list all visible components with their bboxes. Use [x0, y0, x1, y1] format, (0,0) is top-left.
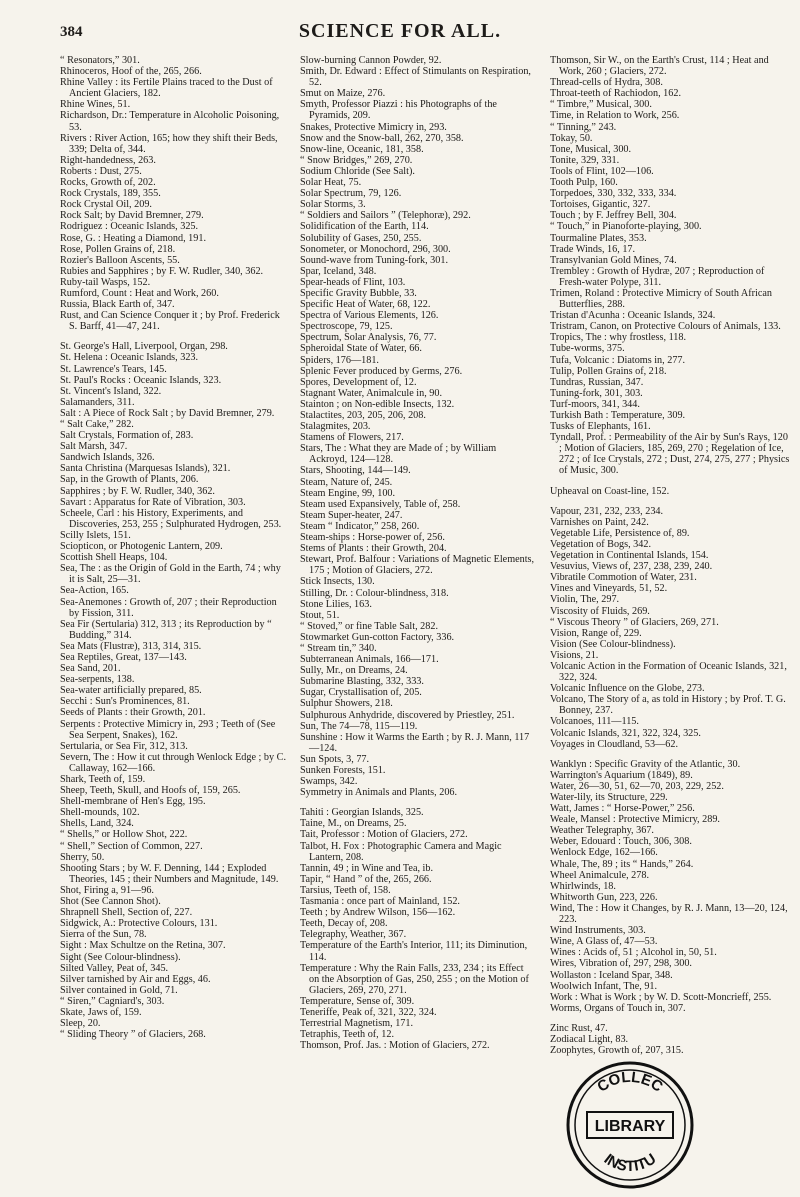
index-entry: Rock Crystals, 189, 355.	[60, 188, 161, 200]
index-entry: Stainton ; on Non-edible Insects, 132.	[300, 398, 455, 410]
index-entry: Tannin, 49 ; in Wine and Tea, ib.	[300, 862, 434, 874]
index-entry: Slow-burning Cannon Powder, 92.	[300, 55, 442, 66]
index-entry: Vesuvius, Views of, 237, 238, 239, 240.	[550, 561, 713, 573]
index-entry: Time, in Relation to Work, 256.	[550, 110, 680, 122]
index-entry: Stick Insects, 130.	[300, 576, 375, 588]
index-entry: “ Timbre,” Musical, 300.	[550, 99, 652, 111]
index-entry: Wheel Animalcule, 278.	[550, 869, 650, 881]
index-entry: Stewart, Prof. Balfour : Variations of Magnetic Elements, 175 ; Motion of Glaciers, 272.	[300, 554, 535, 577]
index-entry: Sciopticon, or Photogenic Lantern, 209.	[60, 541, 223, 553]
index-entry: Severn, The : How it cut through Wenlock Edge ; by C. Callaway, 162—166.	[60, 751, 287, 774]
index-entry: Vision, Range of, 229.	[550, 627, 642, 639]
index-entry: Trimen, Roland : Protective Mimicry of South African Butterflies, 288.	[550, 287, 773, 311]
index-column-1	[60, 55, 287, 1040]
svg-text:INSTITU	[601, 1150, 660, 1175]
index-entry: Shot (See Cannon Shot).	[60, 896, 161, 908]
index-entry: Silted Valley, Peat of, 345.	[60, 962, 169, 974]
index-entry: Water, 26—30, 51, 62—70, 203, 229, 252.	[550, 780, 724, 792]
index-entry: Solubility of Gases, 250, 255.	[300, 232, 422, 244]
index-entry: Weber, Edouard : Touch, 306, 308.	[550, 836, 692, 848]
index-entry: Smith, Dr. Edward : Effect of Stimulants on Respiration, 52.	[300, 66, 531, 89]
index-entry: “ Resonators,” 301.	[60, 55, 140, 66]
index-entry: Spiders, 176—181.	[300, 354, 379, 366]
stamp-bottom-text: INSTITU	[600, 1150, 660, 1176]
index-entry: Sea, The : as the Origin of Gold in the Earth, 74 ; why it is Salt, 25—31.	[60, 563, 281, 586]
index-entry: Sound-wave from Tuning-fork, 301.	[300, 254, 448, 266]
index-entry: Stilling, Dr. : Colour-blindness, 318.	[300, 587, 449, 599]
stamp-center-text: LIBRARY	[594, 1118, 666, 1135]
index-entry: “ Stream tin,” 340.	[300, 642, 377, 654]
index-entry: Zinc Rust, 47.	[550, 1022, 608, 1034]
index-entry: Steam used Expansively, Table of, 258.	[300, 498, 461, 510]
index-entry: Rust, and Can Science Conquer it ; by Prof. Frederick S. Barff, 41—47, 241.	[60, 310, 280, 333]
index-entry: Rodriguez : Oceanic Islands, 325.	[60, 221, 199, 233]
index-entry: Snow-line, Oceanic, 181, 358.	[300, 143, 424, 155]
index-entry: Rock Crystal Oil, 209.	[60, 199, 152, 211]
index-entry: Whirlwinds, 18.	[550, 880, 616, 892]
index-entry: Steam “ Indicator,” 258, 260.	[300, 520, 420, 532]
index-entry: Vision (See Colour-blindness).	[550, 638, 676, 650]
index-entry: Work : What is Work ; by W. D. Scott-Moncrieff, 255.	[550, 991, 772, 1003]
index-entry: Splenic Fever produced by Germs, 276.	[300, 365, 463, 377]
index-entry: Trembley : Growth of Hydræ, 207 ; Reproduction of Fresh-water Polype, 311.	[550, 265, 765, 288]
index-entry: Rumford, Count : Heat and Work, 260.	[60, 287, 219, 299]
index-entry: Thomson, Prof. Jas. : Motion of Glaciers, 272.	[300, 1040, 490, 1052]
index-entry: Right-handedness, 263.	[60, 154, 156, 166]
index-entry: Steam Super-heater, 247.	[300, 509, 403, 521]
index-entry: Scilly Islets, 151.	[60, 529, 131, 541]
index-entry: Richardson, Dr.: Temperature in Alcoholic Poisoning, 53.	[60, 110, 280, 133]
index-entry: Salt Marsh, 347.	[60, 441, 128, 453]
index-entry: Symmetry in Animals and Plants, 206.	[300, 787, 458, 799]
index-entry: Wenlock Edge, 162—166.	[550, 847, 658, 859]
index-entry: Tait, Professor : Motion of Glaciers, 272.	[300, 829, 468, 841]
index-entry: Telegraphy, Weather, 367.	[300, 929, 407, 941]
index-entry: Specific Heat of Water, 68, 122.	[300, 299, 431, 311]
index-entry: Sea Fir (Sertularia) 312, 313 ; its Reproduction by “ Budding,” 314.	[60, 618, 272, 641]
index-entry: Vibratile Commotion of Water, 231.	[550, 572, 697, 584]
index-entry: Tufa, Volcanic : Diatoms in, 277.	[550, 354, 686, 366]
index-entry: Tundras, Russian, 347.	[550, 376, 644, 388]
index-entry: Shell-membrane of Hen's Egg, 195.	[60, 796, 206, 808]
index-entry: “ Snow Bridges,” 269, 270.	[300, 154, 413, 166]
index-entry: Rock Salt; by David Bremner, 279.	[60, 210, 204, 222]
index-entry: Vapour, 231, 232, 233, 234.	[550, 505, 664, 517]
index-entry: Stone Lilies, 163.	[300, 598, 372, 610]
index-entry: Snow and the Snow-ball, 262, 270, 358.	[300, 132, 464, 144]
index-entry: Rubies and Sapphires ; by F. W. Rudler, 340, 362.	[60, 265, 264, 277]
index-entry: Touch ; by F. Jeffrey Bell, 304.	[550, 210, 677, 222]
index-entry: Tristram, Canon, on Protective Colours of Animals, 133.	[550, 321, 781, 333]
index-entry: Varnishes on Paint, 242.	[550, 516, 649, 528]
index-entry: Woolwich Infant, The, 91.	[550, 980, 658, 992]
index-entry: Sea Mats (Flustræ), 313, 314, 315.	[60, 640, 202, 652]
index-entry: Salt Crystals, Formation of, 283.	[60, 430, 194, 442]
index-entry: Rhine Wines, 51.	[60, 99, 131, 111]
index-entry: St. Lawrence's Tears, 145.	[60, 363, 167, 375]
index-entry: “ Viscous Theory ” of Glaciers, 269, 271.	[550, 616, 719, 628]
index-entry: Talbot, H. Fox : Photographic Camera and Magic Lantern, 208.	[300, 840, 502, 863]
index-entry: Upheaval on Coast-line, 152.	[550, 485, 670, 497]
index-entry: Ruby-tail Wasps, 152.	[60, 276, 151, 288]
index-entry: Zoophytes, Growth of, 207, 315.	[550, 1045, 684, 1057]
index-entry: Solidification of the Earth, 114.	[300, 221, 429, 233]
index-entry: Torpedoes, 330, 332, 333, 334.	[550, 188, 677, 200]
index-entry: Tooth Pulp, 160.	[550, 177, 618, 189]
index-entry: Rivers : River Action, 165; how they shift their Beds, 339; Delta of, 344.	[60, 132, 278, 155]
index-entry: Tokay, 50.	[550, 132, 593, 144]
index-entry: Secchi : Sun's Prominences, 81.	[60, 696, 190, 708]
index-entry: Stamens of Flowers, 217.	[300, 432, 404, 444]
index-entry: Snakes, Protective Mimicry in, 293.	[300, 121, 447, 133]
index-entry: Spar, Iceland, 348.	[300, 265, 377, 277]
index-entry: Roberts : Dust, 275.	[60, 165, 142, 177]
index-entry: Wind, The : How it Changes, by R. J. Mann, 13—20, 124, 223.	[550, 902, 788, 926]
index-entry: Stout, 51.	[300, 609, 340, 621]
index-entry: Stagnant Water, Animalcule in, 90.	[300, 387, 443, 399]
library-stamp	[565, 1060, 695, 1190]
index-entry: Teeth ; by Andrew Wilson, 156—162.	[300, 907, 456, 919]
index-entry: Voyages in Cloudland, 53—62.	[550, 738, 678, 750]
index-entry: Sea-water artificially prepared, 85.	[60, 685, 202, 697]
index-entry: Vines and Vineyards, 51, 52.	[550, 583, 668, 595]
index-entry: Wine, A Glass of, 47—53.	[550, 936, 658, 948]
index-entry: Whale, The, 89 ; its “ Hands,” 264.	[550, 858, 694, 870]
index-entry: “ Salt Cake,” 282.	[60, 419, 134, 430]
index-entry: Temperature, Sense of, 309.	[300, 995, 415, 1007]
index-entry: Weather Telegraphy, 367.	[550, 825, 654, 837]
index-entry: Thread-cells of Hydra, 308.	[550, 77, 663, 89]
index-entry: Tube-worms, 375.	[550, 343, 625, 355]
index-column-2	[300, 55, 535, 1051]
index-entry: Tropics, The : why frostless, 118.	[550, 332, 687, 344]
index-entry: Worms, Organs of Touch in, 307.	[550, 1002, 686, 1014]
index-entry: Rocks, Growth of, 202.	[60, 177, 156, 189]
index-entry: Tahiti : Georgian Islands, 325.	[300, 807, 424, 819]
index-entry: “ Siren,” Cagniard's, 303.	[60, 995, 165, 1007]
index-entry: Sun Spots, 3, 77.	[300, 753, 370, 765]
index-entry: Wollaston : Iceland Spar, 348.	[550, 969, 673, 981]
index-entry: Temperature of the Earth's Interior, 111; its Diminution, 114.	[300, 940, 528, 963]
index-entry: Silver tarnished by Air and Eggs, 46.	[60, 973, 211, 985]
index-entry: Tetraphis, Teeth of, 12.	[300, 1029, 395, 1041]
index-entry: Tourmaline Plates, 353.	[550, 232, 647, 244]
index-entry: Russia, Black Earth of, 347.	[60, 299, 175, 311]
index-entry: Tone, Musical, 300.	[550, 143, 632, 155]
index-entry: Stems of Plants : their Growth, 204.	[300, 543, 447, 555]
index-entry: Terrestrial Magnetism, 171.	[300, 1018, 414, 1030]
index-entry: Shark, Teeth of, 159.	[60, 774, 146, 785]
index-entry: Sea-Action, 165.	[60, 585, 129, 597]
index-entry: Shells, Land, 324.	[60, 818, 134, 830]
index-entry: St. Paul's Rocks : Oceanic Islands, 323.	[60, 374, 222, 386]
index-entry: Stars, The : What they are Made of ; by William Ackroyd, 124—128.	[300, 443, 497, 466]
svg-text:COLLEC	[594, 1069, 666, 1096]
index-entry: Zodiacal Light, 83.	[550, 1033, 629, 1045]
index-entry: Tyndall, Prof. : Permeability of the Air by Sun's Rays, 120 ; Motion of Glaciers, 185, 269, 270 ; Regelation of Ice, 272 ; of Ice Crystals, 272 ; Dust, 274, 275, 277 ; Physics of Music, 300.	[550, 432, 790, 477]
index-entry: Solar Storms, 3.	[300, 199, 366, 211]
index-entry: Steam-ships : Horse-power of, 256.	[300, 532, 445, 544]
index-entry: Swamps, 342.	[300, 776, 358, 788]
index-entry: Wines : Acids of, 51 ; Alcohol in, 50, 51.	[550, 947, 717, 959]
index-entry: Temperature : Why the Rain Falls, 233, 234 ; its Effect on the Absorption of Gas, 250, 255 ; on the Motion of Glaciers, 269, 270, 271.	[300, 962, 529, 996]
index-entry: Seeds of Plants : their Growth, 201.	[60, 707, 206, 719]
index-entry: Sap, in the Growth of Plants, 206.	[60, 474, 199, 486]
index-entry: Solar Heat, 75.	[300, 177, 362, 189]
index-entry: Tools of Flint, 102—106.	[550, 165, 654, 177]
index-entry: Sea Sand, 201.	[60, 663, 121, 675]
index-entry: Sherry, 50.	[60, 851, 105, 863]
index-entry: Volcanic Action in the Formation of Oceanic Islands, 321, 322, 324.	[550, 660, 787, 684]
index-entry: Silver contained in Gold, 71.	[60, 984, 178, 996]
index-entry: Water-lily, its Structure, 229.	[550, 792, 668, 803]
index-entry: Volcano, The Story of a, as told in History ; by Prof. T. G. Bonney, 237.	[550, 694, 786, 717]
index-entry: Sea-Anemones : Growth of, 207 ; their Reproduction by Fission, 311.	[60, 596, 277, 619]
index-entry: Volcanic Influence on the Globe, 273.	[550, 683, 705, 695]
index-entry: Tulip, Pollen Grains of, 218.	[550, 365, 667, 377]
index-entry: Thomson, Sir W., on the Earth's Crust, 114 ; Heat and Work, 260 ; Glaciers, 272.	[550, 55, 769, 78]
index-entry: Sunken Forests, 151.	[300, 765, 386, 776]
index-entry: “ Touch,” in Pianoforte-playing, 300.	[550, 221, 702, 233]
index-entry: “ Stoved,” or fine Table Salt, 282.	[300, 620, 439, 632]
index-entry: Volcanoes, 111—115.	[550, 716, 639, 728]
index-entry: Sully, Mr., on Dreams, 24.	[300, 665, 408, 677]
index-entry: Wires, Vibration of, 297, 298, 300.	[550, 958, 692, 970]
index-entry: Salamanders, 311.	[60, 396, 135, 408]
index-entry: Rozier's Balloon Ascents, 55.	[60, 254, 180, 266]
index-entry: Wind Instruments, 303.	[550, 925, 646, 937]
index-entry: Taine, M., on Dreams, 25.	[300, 818, 407, 830]
index-entry: Stalagmites, 203.	[300, 421, 371, 433]
index-entry: Shot, Firing a, 91—96.	[60, 884, 154, 896]
index-entry: Teneriffe, Peak of, 321, 322, 324.	[300, 1006, 437, 1018]
index-entry: Tarsius, Teeth of, 158.	[300, 884, 391, 896]
index-entry: Tasmania : once part of Mainland, 152.	[300, 896, 460, 908]
index-entry: “ Sliding Theory ” of Glaciers, 268.	[60, 1029, 206, 1041]
index-entry: Sidgwick, A.: Protective Colours, 131.	[60, 918, 218, 930]
index-entry: Sandwich Islands, 326.	[60, 452, 155, 464]
index-entry: Tonite, 329, 331.	[550, 154, 620, 166]
index-entry: Turf-moors, 341, 344.	[550, 398, 640, 410]
index-entry: Sulphur Showers, 218.	[300, 698, 393, 710]
index-entry: St. George's Hall, Liverpool, Organ, 298.	[60, 341, 228, 353]
index-entry: Spectra of Various Elements, 126.	[300, 310, 439, 322]
index-entry: Sunshine : How it Warms the Earth ; by R. J. Mann, 117—124.	[300, 731, 530, 754]
index-entry: Shrapnell Shell, Section of, 227.	[60, 907, 193, 919]
index-entry: Volcanic Islands, 321, 322, 324, 325.	[550, 727, 701, 739]
index-entry: Spheroidal State of Water, 66.	[300, 343, 422, 355]
index-entry: Shooting Stars ; by W. F. Denning, 144 ; Exploded Theories, 145 ; their Numbers and Magnitude, 149.	[60, 862, 279, 885]
index-entry: Weale, Mansel : Protective Mimicry, 289.	[550, 814, 720, 826]
index-entry: Subterranean Animals, 166—171.	[300, 654, 439, 666]
index-entry: Tristan d'Acunha : Oceanic Islands, 324.	[550, 310, 716, 322]
index-entry: Teeth, Decay of, 208.	[300, 918, 388, 930]
index-entry: Smyth, Professor Piazzi : his Photographs of the Pyramids, 209.	[300, 99, 497, 122]
index-entry: Rose, Pollen Grains of, 218.	[60, 243, 176, 255]
index-entry: Savart : Apparatus for Rate of Vibration, 303.	[60, 496, 246, 508]
index-entry: Scottish Shell Heaps, 104.	[60, 552, 168, 564]
running-title: SCIENCE FOR ALL.	[298, 20, 502, 42]
index-entry: Tuning-fork, 301, 303.	[550, 387, 643, 399]
index-entry: Sleep, 20.	[60, 1018, 101, 1030]
index-entry: Vegetable Life, Persistence of, 89.	[550, 527, 690, 539]
index-entry: Shell-mounds, 102.	[60, 807, 140, 819]
index-entry: Spectroscope, 79, 125.	[300, 321, 393, 333]
stamp-top-text: COLLEC	[594, 1068, 666, 1096]
index-entry: Santa Christina (Marquesas Islands), 321.	[60, 463, 231, 475]
index-entry: Steam Engine, 99, 100.	[300, 487, 396, 499]
page-number: 384	[60, 24, 83, 40]
index-entry: Throat-teeth of Rachiodon, 162.	[550, 88, 681, 100]
index-entry: “ Shells,” or Hollow Shot, 222.	[60, 829, 188, 841]
index-entry: Submarine Blasting, 332, 333.	[300, 676, 424, 688]
index-entry: Sight : Max Schultze on the Retina, 307.	[60, 940, 226, 952]
index-entry: Sapphires ; by F. W. Rudler, 340, 362.	[60, 485, 215, 497]
index-entry: Vegetation of Bogs, 342.	[550, 538, 652, 550]
index-entry: Tapir, “ Hand ” of the, 265, 266.	[300, 873, 432, 885]
index-entry: Serpents : Protective Mimicry in, 293 ; Teeth of (See Sea Serpent, Snakes), 162.	[60, 718, 276, 741]
index-entry: Trade Winds, 16, 17.	[550, 243, 636, 255]
index-entry: “ Shell,” Section of Common, 227.	[60, 840, 203, 852]
index-column-3	[550, 55, 790, 1056]
index-entry: Turkish Bath : Temperature, 309.	[550, 410, 686, 421]
index-entry: Spear-heads of Flint, 103.	[300, 276, 406, 288]
index-entry: Steam, Nature of, 245.	[300, 476, 393, 488]
index-entry: Viscosity of Fluids, 269.	[550, 605, 650, 617]
index-entry: Rose, G. : Heating a Diamond, 191.	[60, 232, 206, 244]
index-entry: Smut on Maize, 276.	[300, 88, 386, 100]
index-entry: Watt, James : “ Horse-Power,” 256.	[550, 803, 695, 815]
index-entry: Whitworth Gun, 223, 226.	[550, 891, 658, 903]
index-entry: Sonometer, or Monochord, 296, 300.	[300, 243, 451, 255]
index-entry: Sight (See Colour-blindness).	[60, 951, 181, 963]
index-entry: Tortoises, Gigantic, 327.	[550, 199, 651, 211]
index-entry: Spores, Development of, 12.	[300, 376, 417, 388]
index-entry: Tusks of Elephants, 161.	[550, 421, 651, 433]
index-entry: Sugar, Crystallisation of, 205.	[300, 687, 422, 699]
index-entry: Violin, The, 297.	[550, 594, 620, 606]
index-entry: Salt : A Piece of Rock Salt ; by David Bremner, 279.	[60, 407, 275, 419]
index-entry: Sun, The 74—78, 115—119.	[300, 720, 418, 732]
index-entry: Spectrum, Solar Analysis, 76, 77.	[300, 332, 437, 344]
index-entry: St. Helena : Oceanic Islands, 323.	[60, 352, 199, 364]
index-entry: Skate, Jaws of, 159.	[60, 1006, 142, 1018]
index-entry: Stars, Shooting, 144—149.	[300, 465, 411, 477]
index-entry: Scheele, Carl : his History, Experiments, and Discoveries, 253, 255 ; Sulphurated Hydrogen, 253.	[60, 507, 282, 530]
index-entry: Sheep, Teeth, Skull, and Hoofs of, 159, 265.	[60, 785, 241, 797]
index-entry: Rhine Valley : its Fertile Plains traced to the Dust of Ancient Glaciers, 182.	[60, 77, 273, 100]
index-entry: Sierra of the Sun, 78.	[60, 929, 147, 941]
index-entry: Sulphurous Anhydride, discovered by Priestley, 251.	[300, 709, 515, 721]
index-entry: Visions, 21.	[550, 649, 599, 661]
index-entry: Sea-serpents, 138.	[60, 674, 135, 686]
index-entry: Stowmarket Gun-cotton Factory, 336.	[300, 631, 455, 643]
index-entry: Sea Reptiles, Great, 137—143.	[60, 651, 187, 663]
index-entry: Transylvanian Gold Mines, 74.	[550, 254, 677, 266]
index-entry: “ Soldiers and Sailors ” (Telephoræ), 292.	[300, 210, 471, 222]
index-entry: St. Vincent's Island, 322.	[60, 385, 162, 397]
index-entry: Rhinoceros, Hoof of the, 265, 266.	[60, 66, 202, 78]
index-entry: “ Tinning,” 243.	[550, 121, 617, 133]
index-entry: Stalactites, 203, 205, 206, 208.	[300, 410, 426, 421]
index-entry: Warrington's Aquarium (1849), 89.	[550, 769, 693, 781]
index-entry: Sodium Chloride (See Salt).	[300, 165, 415, 177]
index-entry: Wanklyn : Specific Gravity of the Atlantic, 30.	[550, 758, 741, 770]
index-entry: Sertularia, or Sea Fir, 312, 313.	[60, 740, 188, 752]
index-entry: Vegetation in Continental Islands, 154.	[550, 550, 709, 562]
index-entry: Specific Gravity Bubble, 33.	[300, 287, 417, 299]
index-entry: Solar Spectrum, 79, 126.	[300, 188, 402, 200]
